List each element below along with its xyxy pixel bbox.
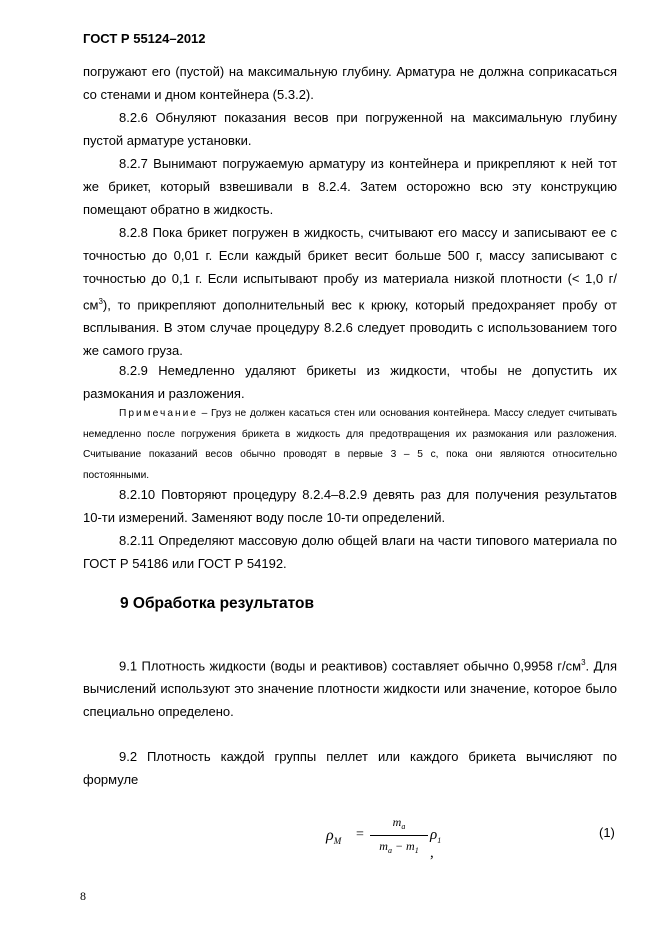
note (83, 404, 617, 486)
paragraph-9-1 (83, 651, 617, 723)
formula-rho: $\rho_1$ , (430, 827, 442, 861)
paragraph-continuation: погружают его (пустой) на максимальную глубину. Арматура не должна соприкасаться со стенами и дном контейнера (5.3.2). (83, 64, 617, 102)
page-number: 8 (80, 889, 86, 903)
document-header: ГОСТ Р 55124–2012 (83, 31, 206, 46)
paragraph-8-2-6: 8.2.6 Обнуляют показания весов при погруженной на максимальную глубину пустой арматуре установки. (83, 110, 617, 148)
paragraph-8-2-8 (83, 221, 617, 362)
paragraph-9-2: 9.2 Плотность каждой группы пеллет или каждого брикета вычисляют по формуле (83, 749, 617, 787)
formula-number: (1) (599, 825, 615, 840)
paragraph-8-2-11: 8.2.11 Определяют массовую долю общей влаги на части типового материала по ГОСТ Р 54186 или ГОСТ Р 54192. (83, 533, 617, 571)
superscript-cube-2: 3 (581, 658, 586, 667)
paragraph-8-2-8-text-a: 8.2.8 Пока брикет погружен в жидкость, считывают его массу и записывают ее с точностью до 0,01 г. Если каждый брикет весит больше 500 г, массу записывают с точностью до 0,1 г. Если испытывают пробу из материала низкой плотности (< 1,0 г/см (83, 225, 617, 313)
paragraph-8-2-8-text-b: ), то прикрепляют дополнительный вес к крюку, который предохраняет пробу от всплывания. В этом случае процедуру 8.2.6 следует проводить с использованием того же самого груза. (83, 297, 617, 359)
paragraph-8-2-10: 8.2.10 Повторяют процедуру 8.2.4–8.2.9 девять раз для получения результатов 10-ти измерений. Заменяют воду после 10-ти определений. (83, 487, 617, 525)
formula-lhs: $\rho_M$ (326, 827, 342, 847)
fraction-bar (370, 835, 428, 836)
formula-denominator: $m_a - m_1$ (379, 839, 419, 855)
section-heading: 9 Обработка результатов (120, 595, 315, 612)
paragraph-8-2-7: 8.2.7 Вынимают погружаемую арматуру из контейнера и прикрепляют к ней тот же брикет, который взвешивали в 8.2.4. Затем осторожно всю эту конструкцию помещают обратно в жидкость. (83, 156, 617, 217)
note-text: – Груз не должен касаться стен или основания контейнера. Массу следует считывать немедленно после погружения брикета в жидкость для предотвращения их размокания или разложения. Считывание показаний весов обычно проводят в первые 3 – 5 с, пока они являются относительно постоянными. (83, 408, 617, 481)
paragraph-9-1-text-a: 9.1 Плотность жидкости (воды и реактивов) составляет обычно 0,9958 г/см (119, 658, 582, 674)
note-label: Примечание (119, 408, 198, 419)
density-formula (326, 810, 446, 860)
formula-equals: = (356, 827, 364, 842)
superscript-cube: 3 (98, 297, 103, 306)
formula-numerator: $m_a$ (392, 815, 406, 831)
paragraph-8-2-9: 8.2.9 Немедленно удаляют брикеты из жидкости, чтобы не допустить их размокания и разложения. (83, 363, 617, 401)
paragraph-9-1-text-b: . Для вычислений используют это значение плотности жидкости или значение, которое было специально определено. (83, 658, 618, 720)
